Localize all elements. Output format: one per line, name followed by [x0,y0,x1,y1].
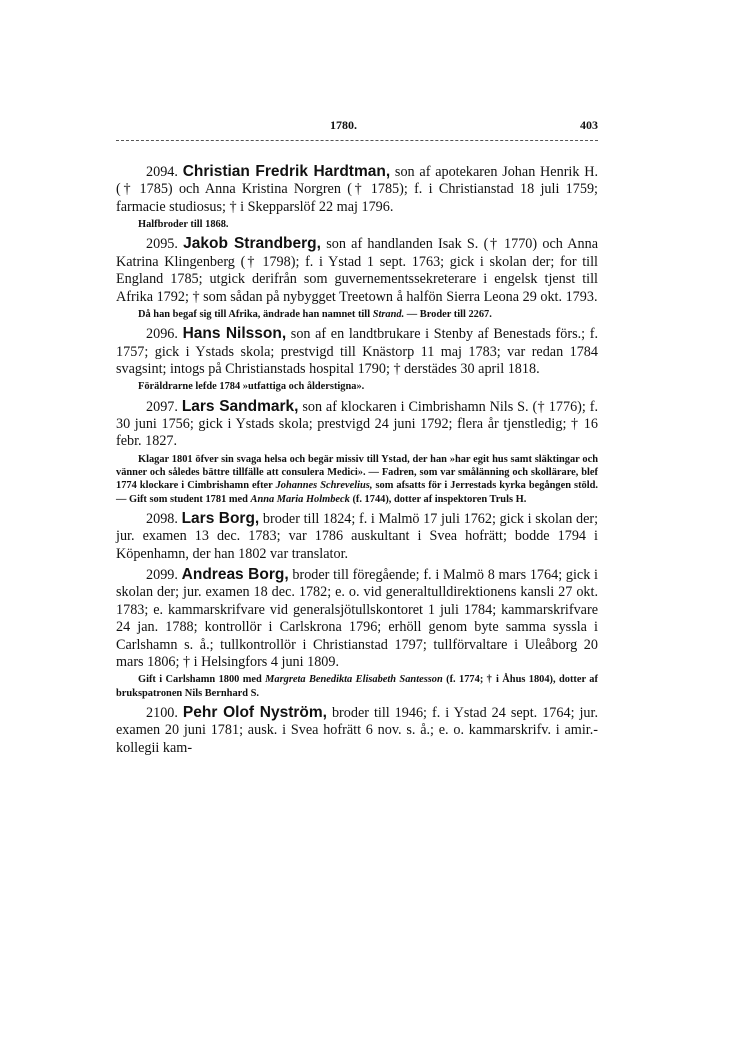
entry-text: broder till 1946; f. i Ystad 24 sept. 1764; jur. examen 20 juni 1781; ausk. i Svea hofrätt 6 nov. s. å.; e. o. kammarskrifv. i amir.-kollegii kam- [116,704,598,756]
entry-number: 2099. [146,566,178,583]
running-header [116,118,598,136]
entry-note: Då han begaf sig till Afrika, ändrade han namnet till Strand. — Broder till 2267. [138,309,492,321]
entry-2098 [116,510,598,563]
entry-2100 [116,704,598,757]
entry-note: Halfbroder till 1868. [138,219,229,231]
entry-2096 [116,325,598,378]
entry-text: son af apotekaren Johan Henrik H. († 1785) och Anna Kristina Norgren († 1785); f. i Christianstad 18 juli 1759; farmacie studiosus; † i Skepparslöf 22 maj 1796. [116,164,599,215]
entry-text: son af klockaren i Cimbrishamn Nils S. († 1776); f. 30 juni 1756; gick i Ystads skola; prestvigd 24 juni 1792; flera år tjenstledig; † 16 febr. 1827. [116,398,599,450]
entry-number: 2095. [146,236,178,253]
entry-name: Andreas Borg, [181,565,289,583]
entry-name: Hans Nilsson, [182,325,287,343]
page-number: 403 [580,118,598,132]
entry-number: 2097. [146,398,178,415]
book-page [116,118,598,757]
entry-text: son af en landtbrukare i Stenby af Benestads förs.; f. 1757; gick i Ystads skola; prestvigd till Knästorp 11 maj 1783; var redan 1784 svagsint; intogs på Christianstads hospital 1790; † derstädes 30 april 1818. [116,326,599,378]
entry-name: Jakob Strandberg, [183,235,321,253]
entry-note: Gift i Carlshamn 1800 med Margreta Benedikta Elisabeth Santesson (f. 1774; † i Åhus 1804), dotter af brukspatronen Nils Bernhard S. [116,674,598,699]
entry-name: Pehr Olof Nyström, [182,703,327,721]
entry-number: 2096. [146,326,178,343]
entry-name: Lars Sandmark, [181,397,299,415]
header-rule [116,140,598,141]
entry-number: 2100. [146,704,178,721]
entry-2095 [116,235,598,306]
entry-name: Christian Fredrik Hardtman, [182,163,391,180]
entry-note: Klagar 1801 öfver sin svaga helsa och begär missiv till Ystad, der han »har egit hus samt släktingar och vänner och således bättre tillfälle att consulera Medici». — Fadren, som var smålänning och skollärare, blef 1774 klockare i Cimbrishamn efter Johannes Schrevelius, som afsatts för i Jerrestads kyrka begången stöld. — Gift som student 1781 med Anna Maria Holmbeck (f. 1744), dotter af inspektoren Truls H. [116,453,598,505]
entry-text: broder till 1824; f. i Malmö 17 juli 1762; gick i skolan der; jur. examen 13 dec. 1783; var 1786 auskultant i Svea hofrätt; bodde 1794 i Köpenhamn, der han 1802 var translator. [116,510,599,562]
entry-number: 2098. [146,510,178,527]
header-year: 1780. [330,118,357,132]
entry-2099 [116,566,598,671]
entry-note: Föräldrarne lefde 1784 »utfattiga och ålderstigna». [138,381,365,393]
entry-text: son af handlanden Isak S. († 1770) och Anna Katrina Klingenberg († 1798); f. i Ystad 1 sept. 1763; gick i skolan der; for till England 1785; utgick derifrån som guvernementssekreterare i engelsk tjenst till Afrika 1792; † som sådan på nybygget Treetown å halfön Sierra Leona 29 okt. 1793. [116,236,599,305]
entry-number: 2094. [146,164,178,180]
entry-name: Lars Borg, [181,509,260,527]
entry-2094 [116,163,598,216]
entry-text: broder till föregående; f. i Malmö 8 mars 1764; gick i skolan der; jur. examen 18 dec. 1782; e. o. vid generaltulldirektionens kansli 27 okt. 1783; e. kammarskrifvare vid generalsjötullskontoret 1 juli 1784; kammarskrifvare 24 jan. 1788; kontrollör i Carlskrona 1796; erhöll genom byte samma syssla i Carlshamn s. å.; tullkontrollör i Christianstad 1797; tullförvaltare i Uleåborg 20 mars 1806; † i Helsingfors 4 juni 1809. [116,566,598,670]
entry-2097 [116,398,598,451]
